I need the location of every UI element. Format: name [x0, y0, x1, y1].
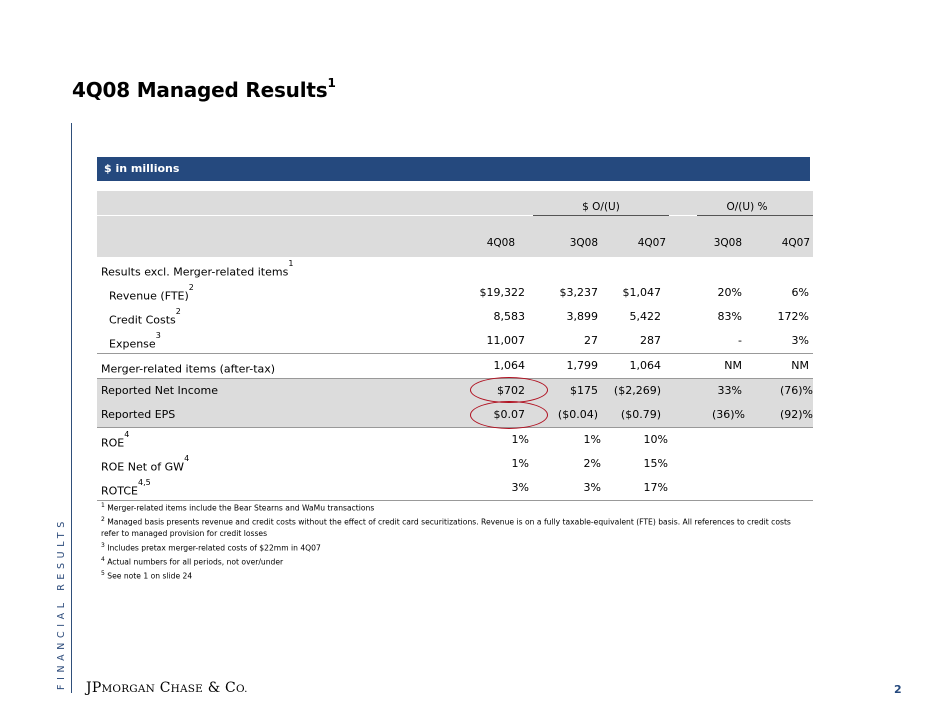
col-header-3q08-pct: 3Q08: [713, 237, 742, 249]
footnote: $^2$ Managed basis presents revenue and credit costs without the effect of credit card securitizations. Revenue is on a fully taxable-equivalent (FTE) basis. All references to credit costs refer to managed provision for credit losses: [101, 516, 791, 539]
cell: 5,422: [629, 310, 661, 323]
table-row: [97, 378, 813, 403]
row-label: Results excl. Merger-related items$^1$: [101, 259, 294, 279]
cell: 27: [584, 334, 598, 347]
cell: 6%: [791, 286, 809, 299]
group-underline-dollar: [533, 215, 669, 216]
table-row: [97, 281, 813, 305]
table-row: [97, 428, 813, 452]
cell: ($0.79): [620, 408, 661, 421]
cell: 1%: [583, 433, 601, 446]
cell: $175: [570, 384, 598, 397]
cell: (92)%: [779, 408, 813, 421]
cell: 1%: [511, 433, 529, 446]
cell: 1,064: [629, 359, 661, 372]
col-header-3q08: 3Q08: [569, 237, 598, 249]
highlight-oval-eps: [470, 401, 548, 429]
footnotes: [101, 500, 801, 582]
row-label: Reported Net Income: [101, 384, 218, 397]
title-footnote-marker: 1: [327, 76, 336, 91]
table-row: [97, 403, 813, 428]
cell: 17%: [643, 481, 668, 494]
cell: -: [738, 334, 742, 347]
footnote: $^4$ Actual numbers for all periods, not over/under: [101, 555, 284, 567]
page-title: 4Q08 Managed Results$^1$: [72, 76, 336, 102]
table-column-header: [97, 191, 813, 257]
results-table: [97, 191, 813, 501]
cell: 8,583: [493, 310, 525, 323]
table-row: [97, 452, 813, 476]
cell: 1,064: [493, 359, 525, 372]
cell: 33%: [717, 384, 742, 397]
table-row: [97, 305, 813, 329]
footnote: $^5$ See note 1 on slide 24: [101, 569, 193, 581]
highlight-oval-net-income: [470, 377, 548, 403]
cell: (36)%: [711, 408, 745, 421]
col-header-4q08: 4Q08: [486, 237, 515, 249]
cell: 1,799: [566, 359, 598, 372]
cell: (76)%: [779, 384, 813, 397]
section-label-row: [97, 257, 813, 281]
cell: ($2,269): [613, 384, 661, 397]
row-label: ROTCE$^{4,5}$: [101, 478, 151, 498]
col-header-4q07: 4Q07: [637, 237, 666, 249]
row-label: Credit Costs$^2$: [109, 307, 181, 327]
row-label: Reported EPS: [101, 408, 176, 421]
row-label: Merger-related items (after-tax): [101, 362, 276, 376]
cell: 1%: [511, 457, 529, 470]
cell: 172%: [777, 310, 809, 323]
table-row: [97, 476, 813, 501]
cell: 3%: [511, 481, 529, 494]
row-label: Revenue (FTE)$^2$: [109, 283, 194, 303]
cell: $19,322: [479, 286, 525, 299]
cell: 20%: [717, 286, 742, 299]
cell: NM: [791, 359, 809, 372]
cell: 3%: [791, 334, 809, 347]
cell: ($0.04): [557, 408, 598, 421]
company-logo: JPMORGAN CHASE & CO.: [86, 680, 248, 696]
table-row: [97, 353, 813, 378]
cell: 11,007: [486, 334, 525, 347]
vertical-divider: [71, 123, 72, 693]
cell: 83%: [717, 310, 742, 323]
row-label: ROE Net of $GW^4$: [101, 454, 190, 474]
page-number: 2: [894, 683, 902, 696]
row-label: ROE$^4$: [101, 430, 130, 450]
table-unit-header: $ in millions: [97, 157, 810, 181]
cell: $1,047: [622, 286, 661, 299]
cell: NM: [724, 359, 742, 372]
cell: 287: [640, 334, 661, 347]
cell: 15%: [643, 457, 668, 470]
col-header-4q07-pct: 4Q07: [781, 237, 810, 249]
cell: $702: [497, 384, 525, 397]
cell: 3,899: [566, 310, 598, 323]
footnote: $^3$ Includes pretax merger-related costs of $22mm in 4Q07: [101, 541, 321, 553]
row-label: Expense$^3$: [109, 331, 161, 351]
side-section-label: FINANCIAL RESULTS: [56, 517, 67, 690]
table-row: [97, 329, 813, 353]
cell: $3,237: [559, 286, 598, 299]
cell: 3%: [583, 481, 601, 494]
group-header-dollar: $ O/(U): [582, 201, 620, 213]
footnote: $^1$ Merger-related items include the Bear Stearns and WaMu transactions: [101, 502, 375, 513]
cell: 10%: [643, 433, 668, 446]
cell: $0.07: [493, 408, 525, 421]
cell: 2%: [583, 457, 601, 470]
group-header-percent: O/(U) %: [726, 201, 768, 213]
group-underline-percent: [697, 215, 813, 216]
